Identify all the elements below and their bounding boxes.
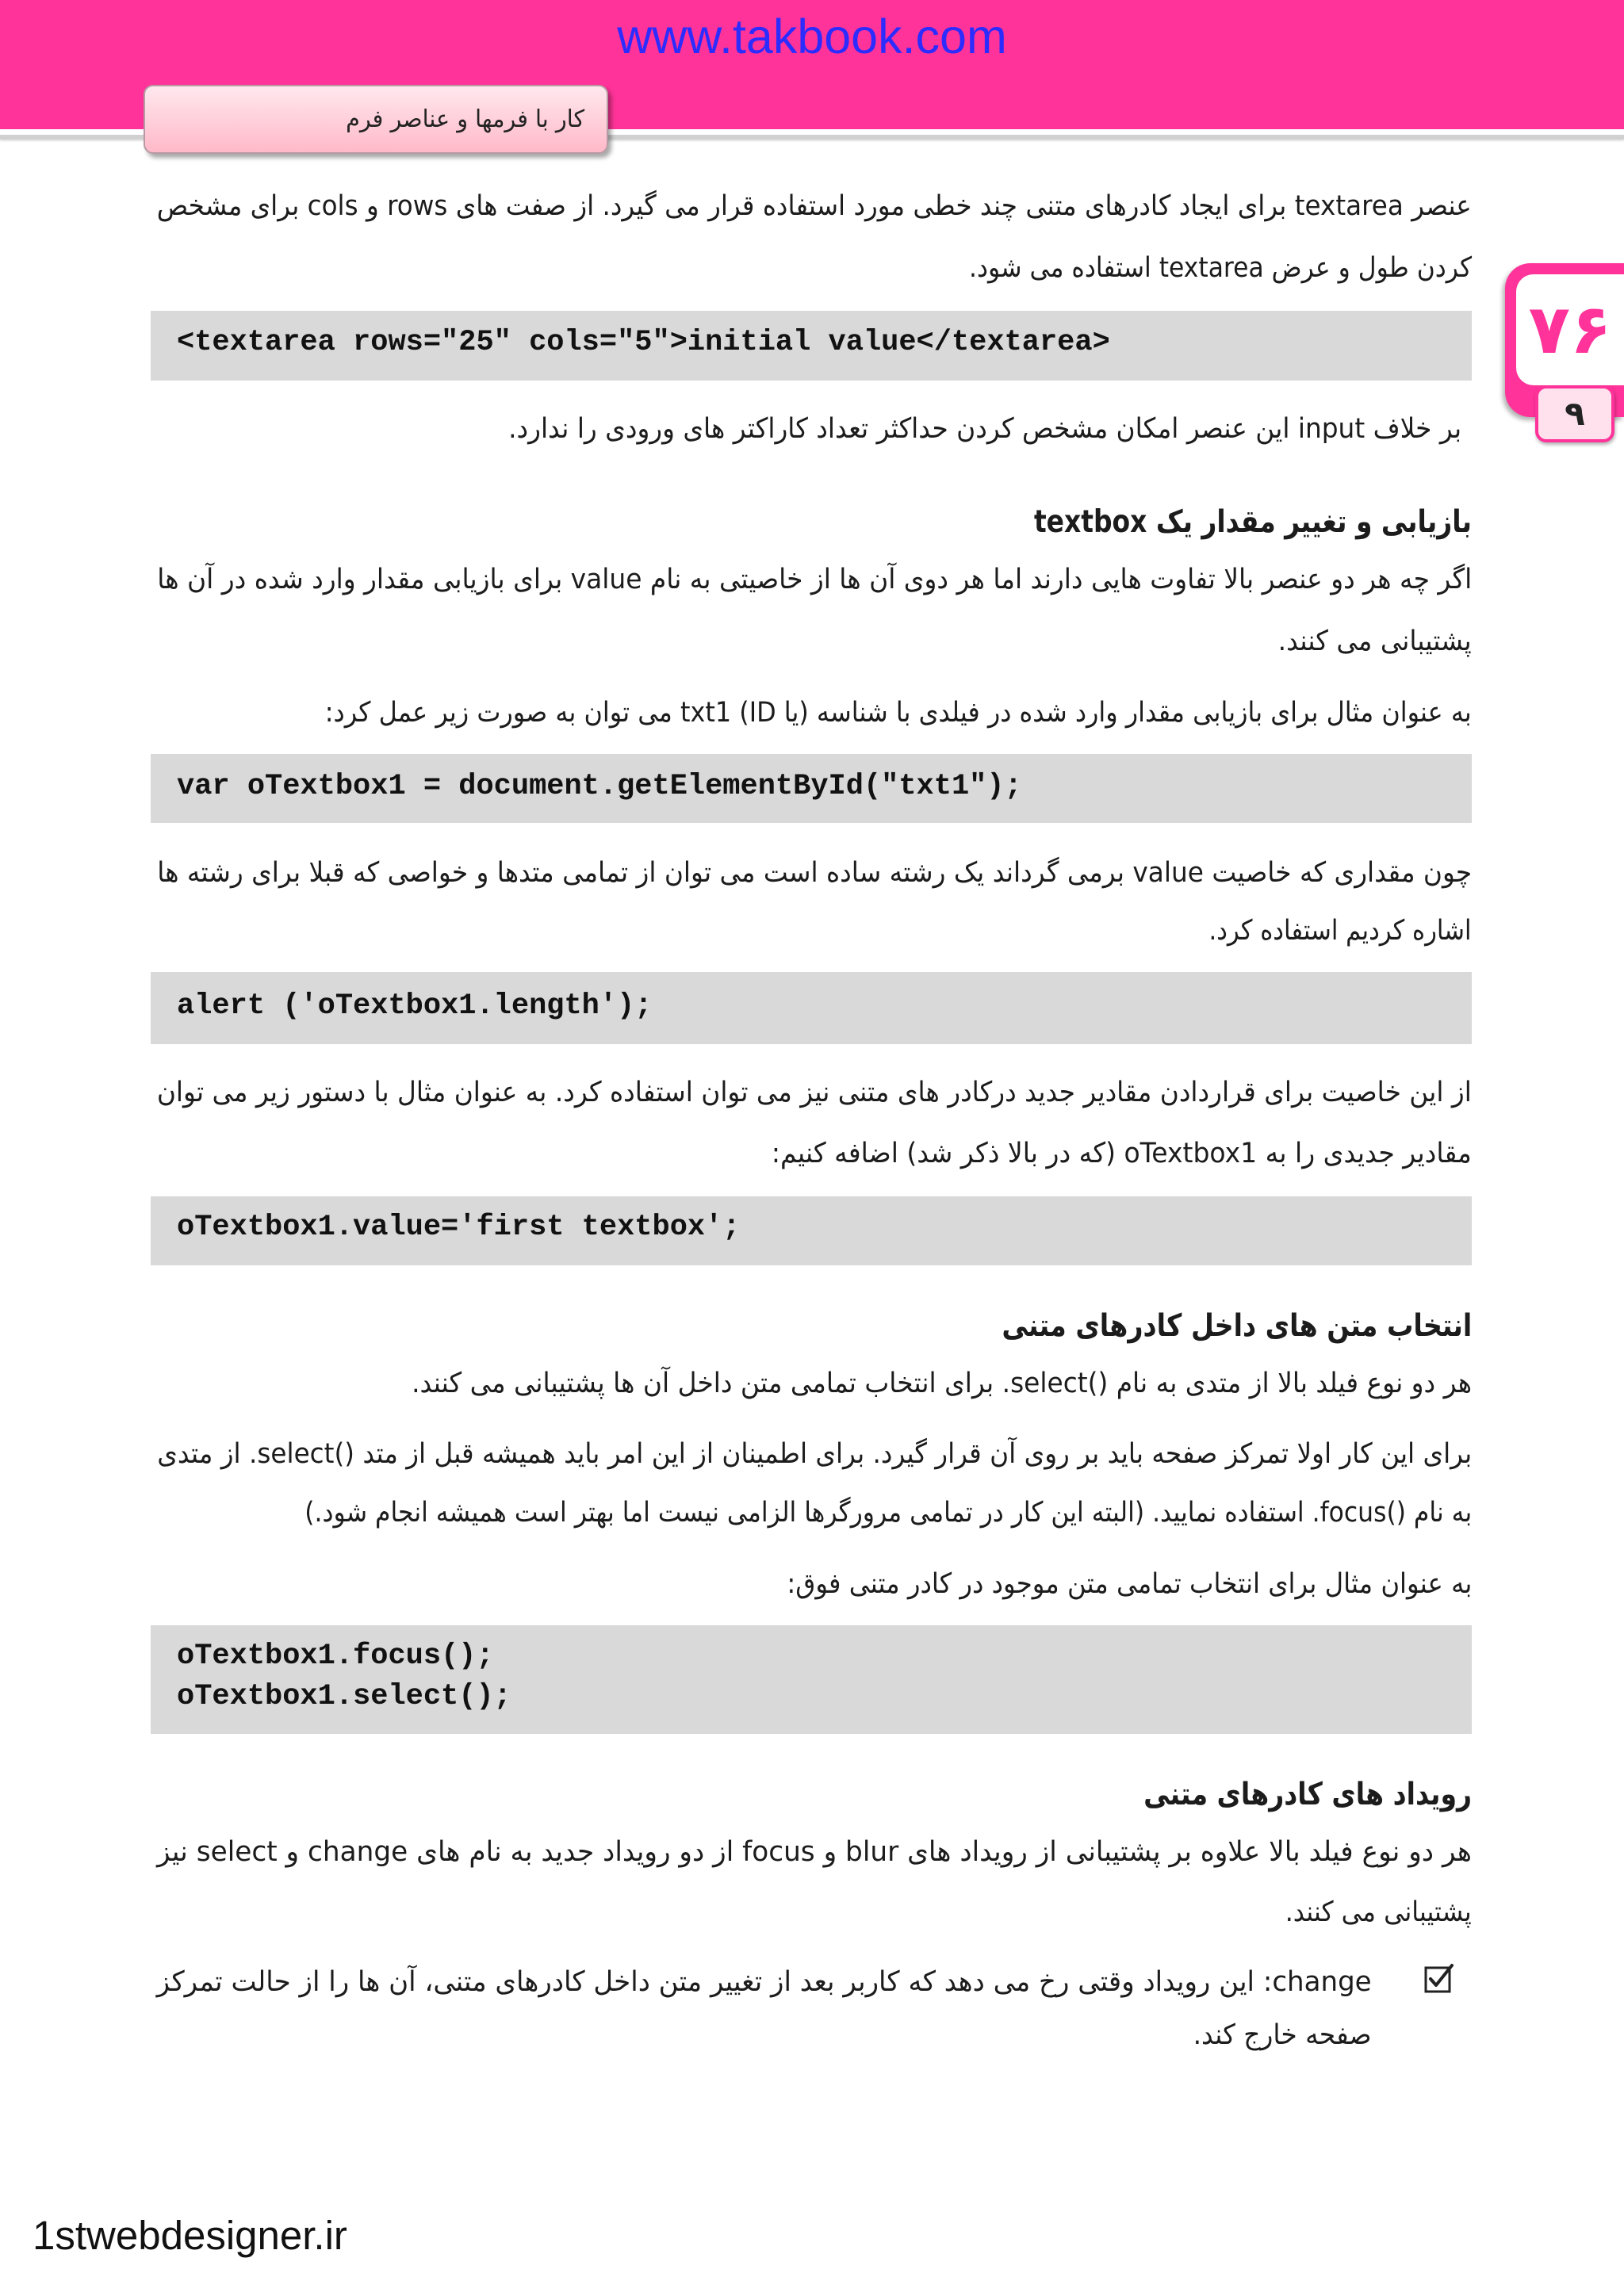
paragraph-line (157, 182, 1472, 230)
paragraph-text: بر خلاف input این عنصر امکان مشخص کردن حداکثر تعداد کاراکتر های ورودی را ندارد. (508, 413, 1461, 445)
paragraph-text: از این خاصیت برای قراردادن مقادیر جدید درکادر های متنی نیز می توان استفاده کرد. به عنوان مثال با دستور زیر می توان (157, 1077, 1472, 1108)
paragraph-line (157, 556, 1472, 603)
heading-text: رویداد های کادرهای متنی (1143, 1777, 1472, 1812)
paragraph-line (157, 1828, 1472, 1876)
code-block (151, 754, 1472, 823)
paragraph-line (772, 1130, 1472, 1177)
paragraph-line (1209, 907, 1472, 955)
paragraph-line (304, 1489, 1472, 1536)
paragraph-text: اشاره کردیم استفاده کرد. (1208, 915, 1472, 947)
paragraph-text: هر دو نوع فیلد بالا علاوه بر پشتیبانی از رویداد های blur و focus از دو رویداد جدید به نام های change و select نیز (157, 1836, 1472, 1868)
code-block (151, 972, 1472, 1044)
code-line: oTextbox1.value='first textbox'; (177, 1211, 741, 1244)
page-number: ۷۶ (1528, 290, 1612, 369)
paragraph-text: پشتیبانی می کنند. (1277, 626, 1472, 657)
paragraph-line (325, 689, 1472, 737)
heading-text: بازیابی و تغییر مقدار یک textbox (1034, 504, 1472, 540)
paragraph-text: چون مقداری که خاصیت value برمی گرداند یک رشته ساده است می توان از تمامی متدها و خواصی که قبلا برای رشته ها (157, 857, 1472, 889)
bullet-text: صفحه خارج کند. (1193, 2019, 1372, 2051)
chapter-title-line (346, 86, 584, 152)
paragraph-line (412, 1360, 1472, 1407)
chapter-number-badge (1535, 385, 1614, 442)
section-heading (1002, 1303, 1472, 1350)
code-line: var oTextbox1 = document.getElementById("txt1"); (177, 770, 1022, 803)
code-block (151, 1196, 1472, 1265)
code-line: oTextbox1.focus(); (177, 1640, 494, 1673)
paragraph-line (1278, 618, 1472, 665)
chapter-number: ۹ (1565, 394, 1585, 433)
paragraph-text: به نام ()focus. استفاده نمایید. (البته این کار در تمامی مرورگرها الزامی نیست اما بهتر است همیشه انجام شود.) (304, 1497, 1472, 1529)
code-line: alert ('oTextbox1.length'); (177, 989, 653, 1023)
paragraph-text: کردن طول و عرض textarea استفاده می شود. (969, 252, 1472, 284)
paragraph-line (787, 1560, 1472, 1608)
bullet-text: change: این رویداد وقتی رخ می دهد که کاربر بعد از تغییر متن داخل کادرهای متنی، آن ها را از حالت تمرکز (157, 1966, 1372, 1998)
paragraph-text: مقادیر جدیدی را به oTextbox1 (که در بالا ذکر شد) اضافه کنیم: (772, 1138, 1472, 1169)
checked-box-icon (1424, 1963, 1454, 1993)
heading-text: انتخاب متن های داخل کادرهای متنی (1002, 1308, 1472, 1344)
paragraph-line (157, 1430, 1472, 1478)
paragraph-line (969, 244, 1472, 292)
paragraph-line (157, 849, 1472, 897)
bullet-line (1193, 2011, 1372, 2059)
paragraph-text: به عنوان مثال برای انتخاب تمامی متن موجود در کادر متنی فوق: (786, 1568, 1472, 1600)
chapter-title: کار با فرمها و عناصر فرم (345, 105, 584, 133)
code-line: <textarea rows="25" cols="5">initial value</textarea> (177, 326, 1110, 359)
code-line: oTextbox1.select(); (177, 1680, 511, 1713)
paragraph-text: به عنوان مثال برای بازیابی مقدار وارد شده در فیلدی با شناسه (یا ID) txt1 می توان به صورت زیر عمل کرد: (325, 697, 1472, 729)
paragraph-line (157, 1069, 1472, 1116)
code-block (151, 1625, 1472, 1734)
paragraph-text: هر دو نوع فیلد بالا از متدی به نام ()select. برای انتخاب تمامی متن داخل آن ها پشتیبانی می کنند. (412, 1368, 1472, 1399)
section-heading (1143, 1771, 1472, 1819)
chapter-tab (144, 85, 608, 154)
footer-watermark: 1stwebdesigner.ir (33, 2213, 347, 2258)
bullet-line (157, 1958, 1372, 2006)
paragraph-text: اگر چه هر دو عنصر بالا تفاوت هایی دارند اما هر دوی آن ها از خاصیتی به نام value برای بازیابی مقدار وارد شده در آن ها (156, 564, 1472, 595)
code-block (151, 311, 1472, 381)
section-heading (1034, 499, 1472, 546)
page-number-panel (1516, 274, 1624, 385)
paragraph-line (1285, 1888, 1472, 1936)
paragraph-text: پشتیبانی می کنند. (1285, 1896, 1472, 1928)
paragraph-text: برای این کار اولا تمرکز صفحه باید بر روی آن قرار گیرد. برای اطمینان از این امر باید همیشه قبل از متد ()select. از متدی (157, 1438, 1472, 1470)
paragraph-text: عنصر textarea برای ایجاد کادرهای متنی چند خطی مورد استفاده قرار می گیرد. از صفت های rows و cols برای مشخص (156, 190, 1472, 222)
paragraph-line (508, 405, 1461, 453)
site-url: www.takbook.com (617, 10, 1007, 63)
